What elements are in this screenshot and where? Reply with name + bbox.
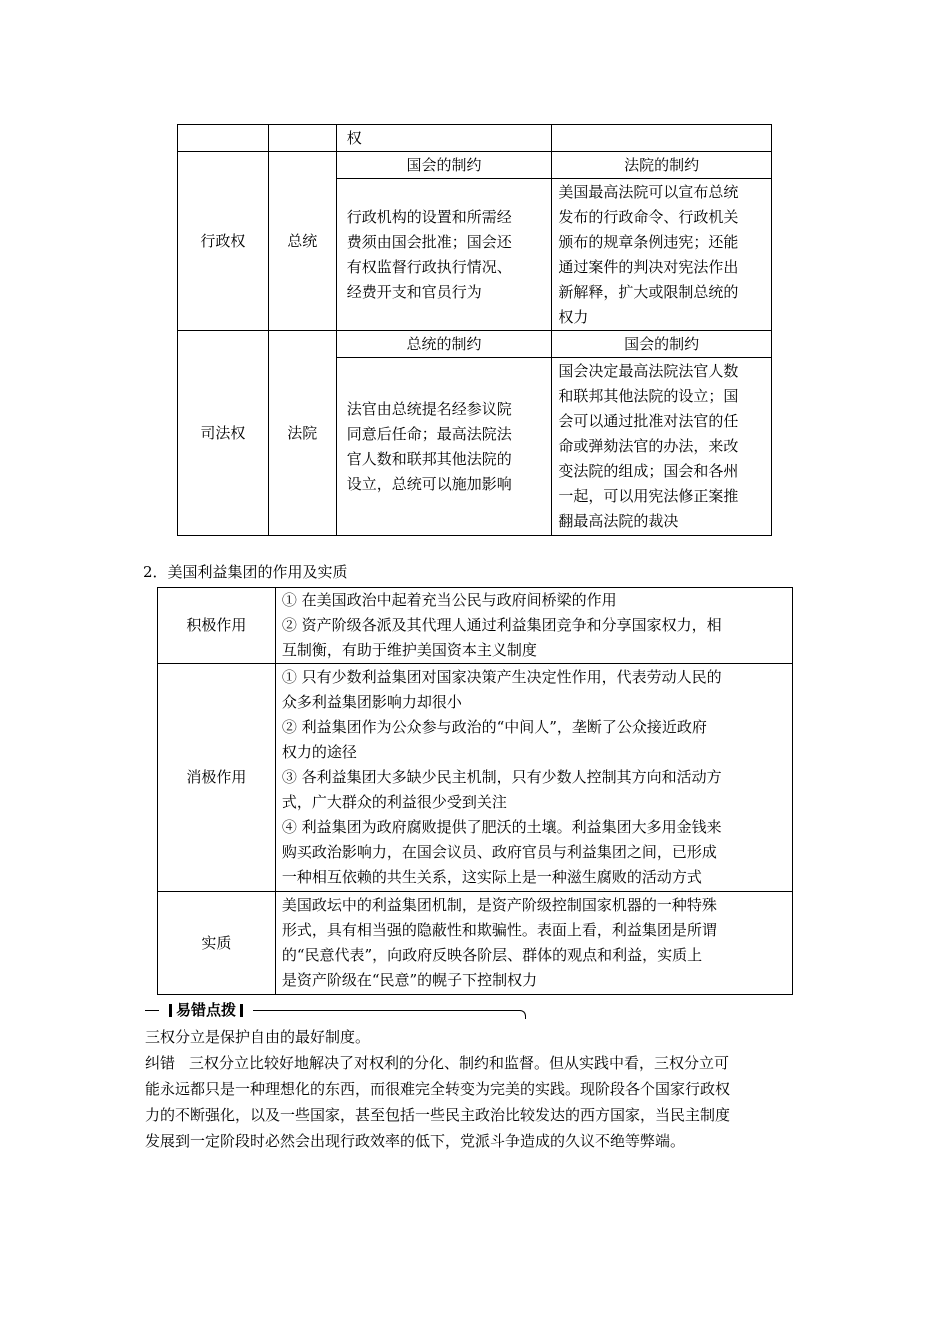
tip-correction: 纠错 三权分立比较好地解决了对权利的分化、制约和监督。但从实践中看，三权分立可 能永远都只是一种理想化的东西，而很难完全转变为完美的实践。现阶段各个国家行政权 力的不断强化，以及一些国家，甚至包括一些民主政治比较发达的西方国家，当民主制度 发展到一定阶段时必然会出现行政效率的低下，党派斗争造成的久议不绝等弊端。: [145, 1054, 731, 1150]
power-cell: 行政权: [178, 152, 269, 331]
power-cell: 司法权: [178, 331, 269, 536]
section-title: 2．美国利益集团的作用及实质: [143, 563, 348, 581]
check-content: 美国最高法院可以宣布总统 发布的行政命令、行政机关 颁布的规章条例违宪；还能 通过案件的判决对宪法作出 新解释，扩大或限制总统的 权力: [552, 179, 772, 331]
row-content: ① 在美国政治中起着充当公民与政府间桥梁的作用 ② 资产阶级各派及其代理人通过利益集团竞争和分享国家权力，相 互制衡，有助于维护美国资本主义制度: [275, 588, 792, 664]
correction-label: 纠错: [145, 1054, 176, 1072]
holder-cell: 总统: [268, 152, 336, 331]
table-row: [178, 331, 772, 358]
row-label: 实质: [158, 892, 276, 995]
check-content: 法官由总统提名经参议院 同意后任命；最高法院法 官人数和联邦其他法院的 设立，总统可以施加影响: [336, 358, 552, 536]
table-row: [158, 664, 793, 892]
bar-ornament: [169, 1004, 172, 1017]
check-content: 行政机构的设置和所需经 费须由国会批准；国会还 有权监督行政执行情况、 经费开支和官员行为: [336, 179, 552, 331]
checks-balances-table: [177, 124, 772, 536]
row-label: 消极作用: [158, 664, 276, 892]
row-label: 积极作用: [158, 588, 276, 664]
check-header: 国会的制约: [336, 152, 552, 179]
header-cell-empty: [552, 125, 772, 152]
holder-cell: 法院: [268, 331, 336, 536]
header-cell-continued: 权: [336, 125, 552, 152]
tip-label: 易错点拨: [159, 1000, 253, 1020]
table-row: [178, 125, 772, 152]
check-header: 总统的制约: [336, 331, 552, 358]
tip-header: [145, 1002, 525, 1020]
bar-ornament: [240, 1004, 243, 1017]
row-content: 美国政坛中的利益集团机制，是资产阶级控制国家机器的一种特殊 形式，具有相当强的隐蔽性和欺骗性。表面上看，利益集团是所谓 的“民意代表”，向政府反映各阶层、群体的观点和利益，实质上 是资产阶级在“民意”的幌子下控制权力: [275, 892, 792, 995]
check-content: 国会决定最高法院法官人数 和联邦其他法院的设立；国 会可以通过批准对法官的任 命或弹劾法官的办法，来改 变法院的组成；国会和各州 一起，可以用宪法修正案推 翻最高法院的裁决: [552, 358, 772, 536]
check-header: 国会的制约: [552, 331, 772, 358]
table-row: [158, 588, 793, 664]
table-row: [158, 892, 793, 995]
row-content: ① 只有少数利益集团对国家决策产生决定性作用，代表劳动人民的 众多利益集团影响力却很小 ② 利益集团作为公众参与政治的“中间人”，垄断了公众接近政府 权力的途径 ③ 各利益集团大多缺少民主机制，只有少数人控制其方向和活动方 式，广大群众的利益很少受到关注 ④ 利益集团为政府腐败提供了肥沃的土壤。利益集团大多用金钱来 购买政治影响力，在国会议员、政府官员与利益集团之间，已形成 一种相互依赖的共生关系，这实际上是一种滋生腐败的活动方式: [275, 664, 792, 892]
interest-groups-table: [157, 587, 793, 995]
check-header: 法院的制约: [552, 152, 772, 179]
tip-statement: 三权分立是保护自由的最好制度。: [145, 1028, 371, 1046]
table-row: [178, 152, 772, 179]
